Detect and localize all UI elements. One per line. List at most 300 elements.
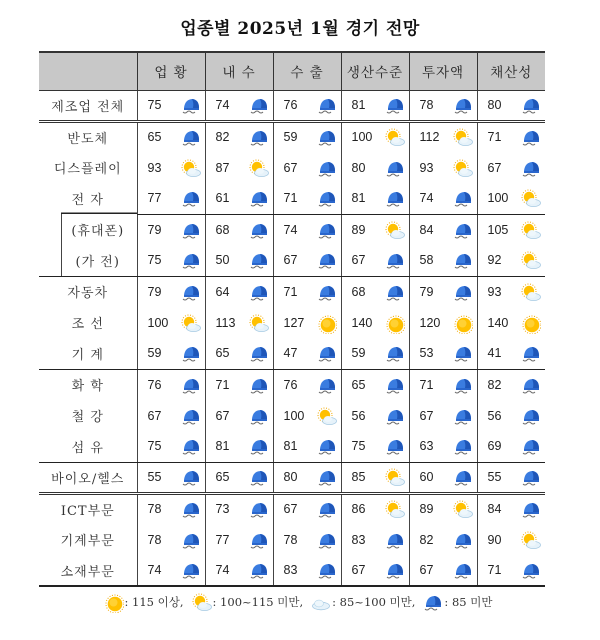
umbrella-icon: [249, 468, 267, 486]
data-cell: [477, 245, 545, 276]
cell-value: 140: [351, 315, 373, 330]
umbrella-icon: [453, 376, 471, 394]
cell-value: 65: [215, 470, 230, 484]
cell-value: 84: [419, 222, 434, 237]
umbrella-icon: [521, 500, 539, 518]
umbrella-icon: [385, 96, 403, 114]
legend-label: : 85 미만: [444, 595, 493, 609]
data-cell: [273, 369, 341, 400]
sunny-icon: [317, 314, 335, 332]
partly-sunny-icon: [453, 159, 471, 177]
row-label: 반도체: [67, 131, 109, 147]
legend-label: : 85~100 미만,: [332, 595, 416, 609]
partly-sunny-icon: [385, 221, 403, 239]
data-cell: [477, 431, 545, 462]
row-label: 섬 유: [39, 431, 137, 462]
header-row: [39, 52, 545, 90]
cell-value: 67: [351, 253, 366, 268]
page-title: 업종별 2025년 1월 경기 전망: [180, 19, 420, 39]
data-cell: [273, 90, 341, 121]
data-cell: [409, 307, 477, 338]
data-cell: [409, 524, 477, 555]
umbrella-icon: [181, 221, 199, 239]
cell-value: 63: [419, 439, 434, 454]
cell-value: 79: [419, 284, 434, 299]
data-cell: [273, 152, 341, 183]
cell-value: 82: [419, 532, 434, 547]
umbrella-icon: [317, 531, 335, 549]
table-row: [39, 307, 545, 338]
cell-value: 55: [147, 470, 162, 484]
partly-sunny-icon: [317, 407, 335, 425]
data-cell: [205, 121, 273, 152]
umbrella-icon: [521, 437, 539, 455]
data-cell: [205, 152, 273, 183]
column-header: 채산성: [477, 52, 545, 90]
data-cell: [341, 214, 409, 245]
partly-sunny-icon: [385, 500, 403, 518]
legend-item: [104, 593, 184, 611]
cell-value: 89: [419, 502, 434, 517]
cell-value: 69: [487, 439, 502, 454]
data-cell: [409, 245, 477, 276]
cell-value: 77: [147, 191, 162, 206]
cell-value: 81: [351, 191, 366, 206]
partly-sunny-icon: [453, 500, 471, 518]
data-cell: [409, 400, 477, 431]
data-cell: [409, 555, 477, 586]
cell-value: 68: [351, 284, 366, 299]
cell-value: 87: [215, 160, 230, 175]
table-row: [39, 555, 545, 586]
data-cell: [273, 524, 341, 555]
cell-value: 65: [215, 346, 230, 361]
cell-value: 83: [283, 563, 298, 577]
umbrella-icon: [385, 561, 403, 579]
data-cell: [477, 121, 545, 152]
data-cell: [137, 462, 205, 493]
partly-sunny-icon: [521, 189, 539, 207]
cell-value: 81: [283, 439, 298, 454]
data-cell: [409, 152, 477, 183]
cell-value: 67: [419, 408, 434, 423]
data-cell: [341, 338, 409, 369]
cell-value: 82: [215, 130, 230, 145]
cell-value: 90: [487, 532, 502, 547]
cell-value: 71: [283, 191, 298, 206]
partly-sunny-icon: [453, 128, 471, 146]
cell-value: 113: [215, 315, 236, 330]
row-label: 조 선: [71, 317, 104, 332]
cell-value: 77: [215, 532, 230, 547]
cell-value: 67: [351, 563, 366, 577]
umbrella-icon: [521, 468, 539, 486]
cell-value: 59: [283, 130, 298, 145]
cell-value: 74: [215, 98, 230, 112]
umbrella-icon: [249, 561, 267, 579]
umbrella-icon: [521, 344, 539, 362]
data-cell: [341, 431, 409, 462]
cell-value: 67: [419, 563, 434, 577]
column-header: 투자액: [409, 52, 477, 90]
cell-value: 78: [419, 98, 434, 112]
cell-value: 61: [215, 191, 230, 206]
data-cell: [137, 493, 205, 524]
umbrella-icon: [249, 407, 267, 425]
data-cell: [273, 121, 341, 152]
table-row: [39, 90, 545, 121]
cell-value: 79: [147, 222, 162, 237]
data-cell: [137, 245, 205, 276]
data-cell: [205, 400, 273, 431]
data-cell: [409, 493, 477, 524]
row-label: (휴대폰): [39, 214, 137, 245]
data-cell: [477, 276, 545, 307]
row-label: 바이오/헬스: [39, 462, 137, 493]
cell-value: 74: [419, 191, 434, 206]
data-cell: [205, 431, 273, 462]
umbrella-icon: [181, 251, 199, 269]
cell-value: 85: [351, 470, 366, 484]
table-body: [39, 90, 545, 586]
cell-value: 80: [351, 160, 366, 175]
data-cell: [409, 338, 477, 369]
cell-value: 65: [147, 130, 162, 145]
data-cell: [409, 121, 477, 152]
cell-value: 56: [351, 408, 366, 423]
data-cell: [205, 214, 273, 245]
legend-label: : 115 이상,: [124, 595, 184, 609]
data-cell: [477, 338, 545, 369]
umbrella-icon: [317, 251, 335, 269]
data-cell: [205, 369, 273, 400]
cell-value: 67: [283, 502, 298, 517]
umbrella-icon: [317, 468, 335, 486]
cell-value: 74: [283, 222, 298, 237]
cell-value: 93: [147, 160, 162, 175]
cell-value: 112: [419, 130, 440, 145]
umbrella-icon: [181, 531, 199, 549]
cell-value: 100: [351, 130, 373, 145]
umbrella-icon: [249, 221, 267, 239]
data-cell: [137, 276, 205, 307]
data-cell: [205, 90, 273, 121]
umbrella-icon: [181, 96, 199, 114]
umbrella-icon: [453, 561, 471, 579]
data-cell: [477, 524, 545, 555]
umbrella-icon: [181, 376, 199, 394]
partly-sunny-icon: [249, 159, 267, 177]
data-cell: [477, 462, 545, 493]
umbrella-icon: [453, 251, 471, 269]
sunny-icon: [385, 314, 403, 332]
cell-value: 83: [351, 532, 366, 547]
umbrella-icon: [249, 283, 267, 301]
cell-value: 75: [147, 253, 162, 268]
data-cell: [205, 276, 273, 307]
partly-sunny-icon: [521, 251, 539, 269]
row-label: 기 계: [39, 338, 137, 369]
cell-value: 67: [487, 160, 502, 175]
umbrella-icon: [423, 593, 441, 611]
umbrella-icon: [249, 189, 267, 207]
cell-value: 71: [283, 284, 298, 299]
umbrella-icon: [317, 376, 335, 394]
umbrella-icon: [249, 128, 267, 146]
cell-value: 80: [487, 98, 502, 112]
umbrella-icon: [181, 128, 199, 146]
row-label: 철 강: [71, 410, 104, 425]
umbrella-icon: [249, 344, 267, 362]
data-cell: [205, 245, 273, 276]
umbrella-icon: [317, 96, 335, 114]
umbrella-icon: [385, 283, 403, 301]
cell-value: 78: [147, 532, 162, 547]
data-cell: [273, 183, 341, 214]
forecast-table: [39, 51, 545, 587]
cell-value: 71: [487, 563, 502, 577]
sunny-icon: [104, 593, 122, 611]
partly-sunny-icon: [192, 593, 210, 611]
umbrella-icon: [385, 251, 403, 269]
data-cell: [273, 245, 341, 276]
cell-value: 64: [215, 284, 230, 299]
data-cell: [341, 307, 409, 338]
data-cell: [341, 183, 409, 214]
table-row: [39, 524, 545, 555]
row-label: 제조업 전체: [39, 90, 137, 121]
umbrella-icon: [453, 531, 471, 549]
row-label: ICT부문: [60, 503, 115, 519]
cell-value: 120: [419, 315, 441, 330]
column-header: 업 황: [137, 52, 205, 90]
umbrella-icon: [317, 128, 335, 146]
umbrella-icon: [453, 437, 471, 455]
umbrella-icon: [181, 500, 199, 518]
legend-item: [192, 593, 304, 611]
data-cell: [137, 183, 205, 214]
cell-value: 60: [419, 470, 434, 484]
data-cell: [409, 90, 477, 121]
data-cell: [341, 276, 409, 307]
legend-label: : 100~115 미만,: [212, 595, 304, 609]
table-row: [39, 245, 545, 276]
data-cell: [273, 555, 341, 586]
cell-value: 65: [351, 377, 366, 392]
data-cell: [205, 338, 273, 369]
table-row: [39, 462, 545, 493]
cell-value: 140: [487, 315, 509, 330]
data-cell: [273, 214, 341, 245]
umbrella-icon: [385, 159, 403, 177]
umbrella-icon: [453, 96, 471, 114]
cell-value: 100: [147, 315, 169, 330]
cell-value: 100: [487, 191, 509, 206]
umbrella-icon: [317, 159, 335, 177]
cell-value: 75: [147, 98, 162, 112]
cell-value: 67: [283, 160, 298, 175]
partly-sunny-icon: [521, 221, 539, 239]
umbrella-icon: [385, 189, 403, 207]
umbrella-icon: [317, 500, 335, 518]
table-row: [39, 276, 545, 307]
data-cell: [341, 493, 409, 524]
umbrella-icon: [181, 407, 199, 425]
data-cell: [137, 369, 205, 400]
cell-value: 81: [351, 98, 366, 112]
legend-item: [423, 593, 492, 611]
table-row: [39, 214, 545, 245]
cell-value: 50: [215, 253, 230, 268]
umbrella-icon: [181, 561, 199, 579]
umbrella-icon: [521, 407, 539, 425]
data-cell: [137, 524, 205, 555]
partly-sunny-icon: [521, 283, 539, 301]
data-cell: [341, 555, 409, 586]
cell-value: 55: [487, 470, 502, 484]
table-row: [39, 152, 545, 183]
table-row: [39, 369, 545, 400]
umbrella-icon: [181, 437, 199, 455]
umbrella-icon: [317, 283, 335, 301]
umbrella-icon: [317, 189, 335, 207]
umbrella-icon: [317, 221, 335, 239]
cell-value: 59: [147, 346, 162, 361]
data-cell: [477, 369, 545, 400]
data-cell: [341, 400, 409, 431]
data-cell: [409, 183, 477, 214]
umbrella-icon: [385, 407, 403, 425]
row-label: 자동차: [67, 286, 109, 302]
data-cell: [409, 431, 477, 462]
row-label: 디스플레이: [53, 162, 122, 177]
cell-value: 53: [419, 346, 434, 361]
data-cell: [341, 245, 409, 276]
sunny-icon: [521, 314, 539, 332]
umbrella-icon: [521, 561, 539, 579]
data-cell: [137, 121, 205, 152]
cell-value: 93: [419, 160, 434, 175]
cell-value: 100: [283, 408, 305, 423]
table-row: [39, 400, 545, 431]
umbrella-icon: [453, 283, 471, 301]
umbrella-icon: [249, 96, 267, 114]
data-cell: [477, 152, 545, 183]
column-header: 내 수: [205, 52, 273, 90]
data-cell: [137, 214, 205, 245]
legend-item: [311, 593, 415, 611]
table-row: [39, 493, 545, 524]
data-cell: [477, 493, 545, 524]
data-cell: [137, 431, 205, 462]
cell-value: 86: [351, 502, 366, 517]
umbrella-icon: [249, 500, 267, 518]
data-cell: [477, 183, 545, 214]
cell-value: 84: [487, 502, 502, 517]
umbrella-icon: [385, 531, 403, 549]
umbrella-icon: [249, 376, 267, 394]
table-row: [39, 121, 545, 152]
data-cell: [477, 400, 545, 431]
cell-value: 71: [419, 377, 434, 392]
row-label: 기계부문: [60, 534, 115, 549]
cell-value: 81: [215, 439, 230, 454]
data-cell: [273, 400, 341, 431]
data-cell: [409, 214, 477, 245]
cell-value: 75: [351, 439, 366, 454]
cell-value: 79: [147, 284, 162, 299]
cell-value: 67: [147, 408, 162, 423]
data-cell: [341, 524, 409, 555]
partly-sunny-icon: [385, 128, 403, 146]
cloudy-icon: [311, 593, 329, 611]
data-cell: [273, 431, 341, 462]
data-cell: [341, 152, 409, 183]
data-cell: [273, 338, 341, 369]
partly-sunny-icon: [521, 531, 539, 549]
data-cell: [205, 555, 273, 586]
umbrella-icon: [317, 344, 335, 362]
column-header: 생산수준: [341, 52, 409, 90]
umbrella-icon: [453, 407, 471, 425]
partly-sunny-icon: [249, 314, 267, 332]
cell-value: 74: [215, 563, 230, 577]
data-cell: [341, 462, 409, 493]
table-row: [39, 183, 545, 214]
umbrella-icon: [249, 251, 267, 269]
legend: [0, 593, 600, 611]
umbrella-icon: [521, 376, 539, 394]
data-cell: [341, 369, 409, 400]
umbrella-icon: [317, 561, 335, 579]
data-cell: [409, 369, 477, 400]
umbrella-icon: [317, 437, 335, 455]
data-cell: [273, 462, 341, 493]
cell-value: 56: [487, 408, 502, 423]
cell-value: 105: [487, 222, 509, 237]
cell-value: 47: [283, 346, 298, 361]
cell-value: 68: [215, 222, 230, 237]
forecast-table-wrapper: [39, 51, 543, 587]
data-cell: [273, 493, 341, 524]
cell-value: 76: [283, 98, 298, 112]
cell-value: 78: [283, 532, 298, 547]
umbrella-icon: [453, 344, 471, 362]
cell-value: 92: [487, 253, 502, 268]
data-cell: [341, 121, 409, 152]
cell-value: 75: [147, 439, 162, 454]
umbrella-icon: [249, 437, 267, 455]
umbrella-icon: [249, 531, 267, 549]
table-row: [39, 431, 545, 462]
umbrella-icon: [521, 96, 539, 114]
table-row: [39, 338, 545, 369]
partly-sunny-icon: [181, 159, 199, 177]
partly-sunny-icon: [181, 314, 199, 332]
data-cell: [273, 276, 341, 307]
data-cell: [205, 493, 273, 524]
cell-value: 58: [419, 253, 434, 268]
data-cell: [477, 214, 545, 245]
cell-value: 71: [487, 130, 502, 145]
umbrella-icon: [385, 437, 403, 455]
cell-value: 80: [283, 470, 298, 484]
umbrella-icon: [181, 468, 199, 486]
column-header: 수 출: [273, 52, 341, 90]
cell-value: 67: [215, 408, 230, 423]
cell-value: 73: [215, 502, 230, 517]
data-cell: [137, 338, 205, 369]
